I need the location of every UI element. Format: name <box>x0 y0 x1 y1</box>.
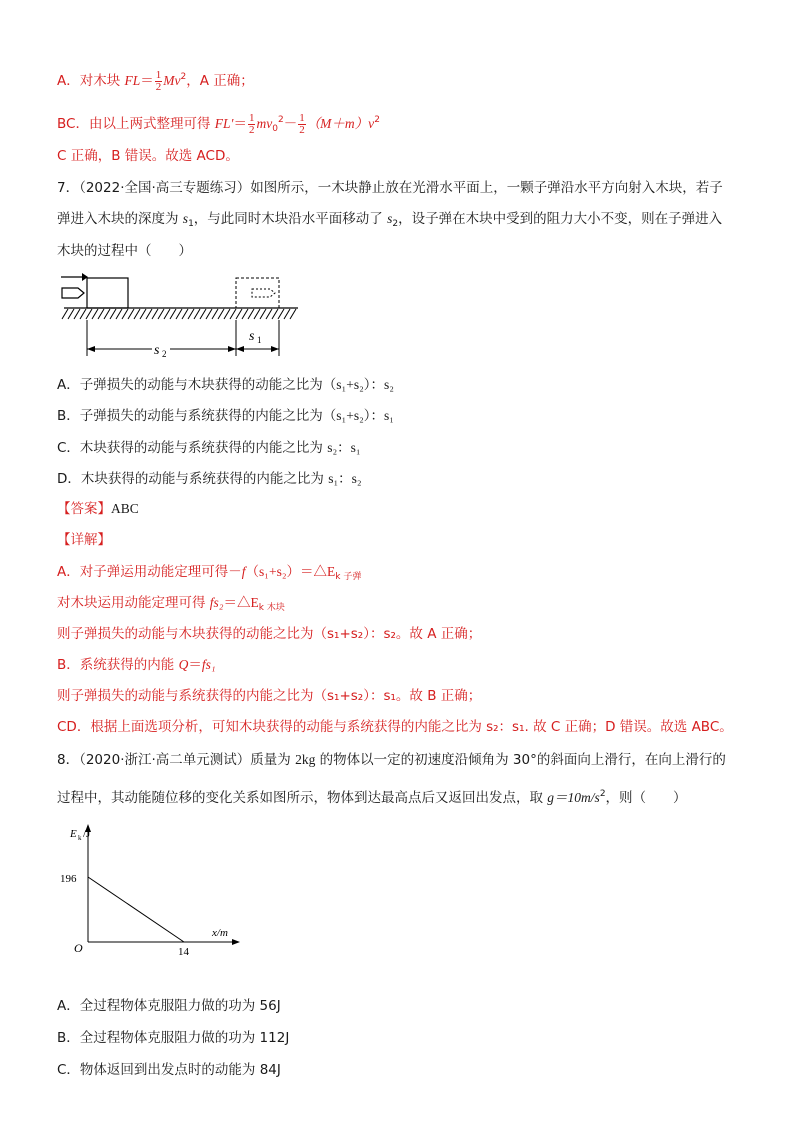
ground-hatch <box>62 309 296 319</box>
den: 2 <box>299 123 305 136</box>
text: A．对子弹运用动能定理可得－ <box>57 564 242 580</box>
q7-answer <box>57 499 139 519</box>
q7-detail-line1 <box>57 562 361 587</box>
y-axis-label-sub: k <box>78 834 82 842</box>
prev-answer-conclusion: C 正确，B 错误。故选 ACD。 <box>57 148 239 164</box>
exp: 2 <box>374 115 380 125</box>
var-s: s <box>182 211 189 226</box>
text: BC．由以上两式整理可得 <box>57 116 215 132</box>
eq: ＝ <box>188 657 202 673</box>
option-ratio: s₁+s₂）：s₂ <box>336 377 394 392</box>
text: B．系统获得的内能 <box>57 657 179 673</box>
ek-line <box>88 877 184 942</box>
block-initial <box>87 278 128 308</box>
y-axis-label: E <box>70 828 77 840</box>
x-axis-label: x/m <box>212 927 228 939</box>
label-s1: s <box>249 329 255 344</box>
var-f: f <box>241 564 246 579</box>
sub: 1 <box>188 219 194 229</box>
sub: k 子弹 <box>335 572 362 582</box>
text: A．对木块 <box>57 73 125 89</box>
text: 的物体以一定的初速度沿倾角为 30°的斜面向上滑行，在向上滑行的 <box>315 752 726 768</box>
text: ，则（ ） <box>605 790 687 806</box>
formula: （M＋m）v <box>306 116 375 131</box>
option-ratio: s₁+s₂）：s₁ <box>336 408 395 423</box>
text: ，A 正确； <box>186 73 254 89</box>
mass-value: 2kg <box>295 752 316 767</box>
q7-stem-line1: 7．（2022·全国·高三专题练习）如图所示，一木块静止放在光滑水平面上，一颗子弹沿水平方向射入木块，若子 <box>57 180 723 196</box>
option-text: C．木块获得的动能与系统获得的内能之比为 <box>57 440 328 456</box>
label-s1-sub: 1 <box>257 335 262 345</box>
label-s2-sub: 2 <box>162 349 167 359</box>
q8-stem-line2 <box>57 784 687 808</box>
q8-option-a[interactable]: A．全过程物体克服阻力做的功为 56J <box>57 998 281 1014</box>
exp: 2 <box>180 72 187 82</box>
q7-detail-label: 【详解】 <box>57 532 111 548</box>
option-text: D．木块获得的动能与系统获得的内能之比为 <box>57 471 329 487</box>
q8-stem-line1 <box>57 750 726 770</box>
sub: 0 <box>272 124 278 134</box>
option-text: A．子弹损失的动能与木块获得的动能之比为（ <box>57 377 337 393</box>
formula: g＝10m/s <box>547 790 600 805</box>
minus: － <box>283 116 298 132</box>
den: 2 <box>155 80 162 93</box>
arrow-right-icon <box>228 346 236 352</box>
num: 1 <box>248 111 255 124</box>
formula: fs₂ <box>209 595 224 610</box>
answer-value: ABC <box>111 501 139 516</box>
var-q: Q <box>178 657 189 672</box>
q7-detail-line2 <box>57 593 285 618</box>
q8-option-c[interactable]: C．物体返回到出发点时的动能为 84J <box>57 1062 281 1078</box>
fraction <box>248 113 256 136</box>
num: 1 <box>299 111 305 124</box>
y-axis-unit: /J <box>83 828 91 840</box>
formula: ＝△E <box>223 595 259 610</box>
fraction <box>155 70 163 93</box>
origin-label: O <box>74 941 83 955</box>
bullet-embedded <box>252 289 275 297</box>
q7-stem-line3: 木块的过程中（ ） <box>57 243 192 259</box>
q8-option-b[interactable]: B．全过程物体克服阻力做的功为 112J <box>57 1030 290 1046</box>
exp: 2 <box>277 115 284 125</box>
text: ，设子弹在木块中受到的阻力大小不变，则在子弹进入 <box>398 211 723 227</box>
formula: （s₁+s₂）＝△E <box>245 564 336 579</box>
q7-option-a[interactable] <box>57 375 394 395</box>
y-tick-196: 196 <box>60 873 77 885</box>
eq: ＝ <box>140 73 154 89</box>
block-final <box>236 278 279 308</box>
label-s2: s <box>154 343 160 358</box>
fraction <box>298 113 306 136</box>
q7-detail-line6: CD．根据上面选项分析，可知木块获得的动能与系统获得的内能之比为 s₂：s₁. 故 C 正确；D 错误。故选 ABC。 <box>57 719 733 735</box>
formula: Mv <box>163 73 181 88</box>
var-s: s <box>387 211 393 226</box>
text: 弹进入木块的深度为 <box>57 211 183 227</box>
text: 对木块运用动能定理可得 <box>57 595 210 611</box>
formula: FL′ <box>214 116 234 131</box>
formula: fs₁ <box>201 657 216 672</box>
text: 8．（2020·浙江·高二单元测试）质量为 <box>57 752 296 768</box>
option-ratio: s₁：s₂ <box>328 471 362 486</box>
q7-detail-line5: 则子弹损失的动能与系统获得的内能之比为（s₁+s₂）：s₁。故 B 正确； <box>57 688 482 704</box>
bullet-shape <box>62 288 84 298</box>
option-ratio: s₂：s₁ <box>327 440 361 455</box>
q7-option-c[interactable] <box>57 438 361 458</box>
exp: 2 <box>599 789 606 799</box>
sub: k 木块 <box>258 603 285 613</box>
q7-detail-line4 <box>57 655 216 675</box>
q7-detail-line3: 则子弹损失的动能与木块获得的动能之比为（s₁+s₂）：s₂。故 A 正确； <box>57 626 482 642</box>
arrow-left-icon <box>236 346 244 352</box>
prev-answer-bc <box>57 110 380 139</box>
arrow-left-icon <box>87 346 95 352</box>
text: ，与此同时木块沿水平面移动了 <box>193 211 388 227</box>
q7-bullet-block-figure <box>58 272 303 364</box>
text: 过程中，其动能随位移的变化关系如图所示，物体到达最高点后又返回出发点，取 <box>57 790 548 806</box>
x-tick-14: 14 <box>178 946 189 957</box>
eq: ＝ <box>233 116 247 132</box>
den: 2 <box>248 123 255 136</box>
num: 1 <box>155 68 162 81</box>
x-axis-arrow-icon <box>232 939 240 945</box>
q7-option-d[interactable] <box>57 469 362 489</box>
sub: 2 <box>392 219 399 229</box>
prev-answer-a <box>57 67 254 93</box>
formula: mv <box>256 116 273 131</box>
q7-stem-line2 <box>57 209 722 234</box>
arrow-right-icon <box>271 346 279 352</box>
q7-option-b[interactable] <box>57 406 394 426</box>
formula: FL <box>124 73 141 88</box>
q8-ek-x-graph <box>58 822 248 957</box>
answer-label: 【答案】 <box>57 501 111 517</box>
option-text: B．子弹损失的动能与系统获得的内能之比为（ <box>57 408 337 424</box>
